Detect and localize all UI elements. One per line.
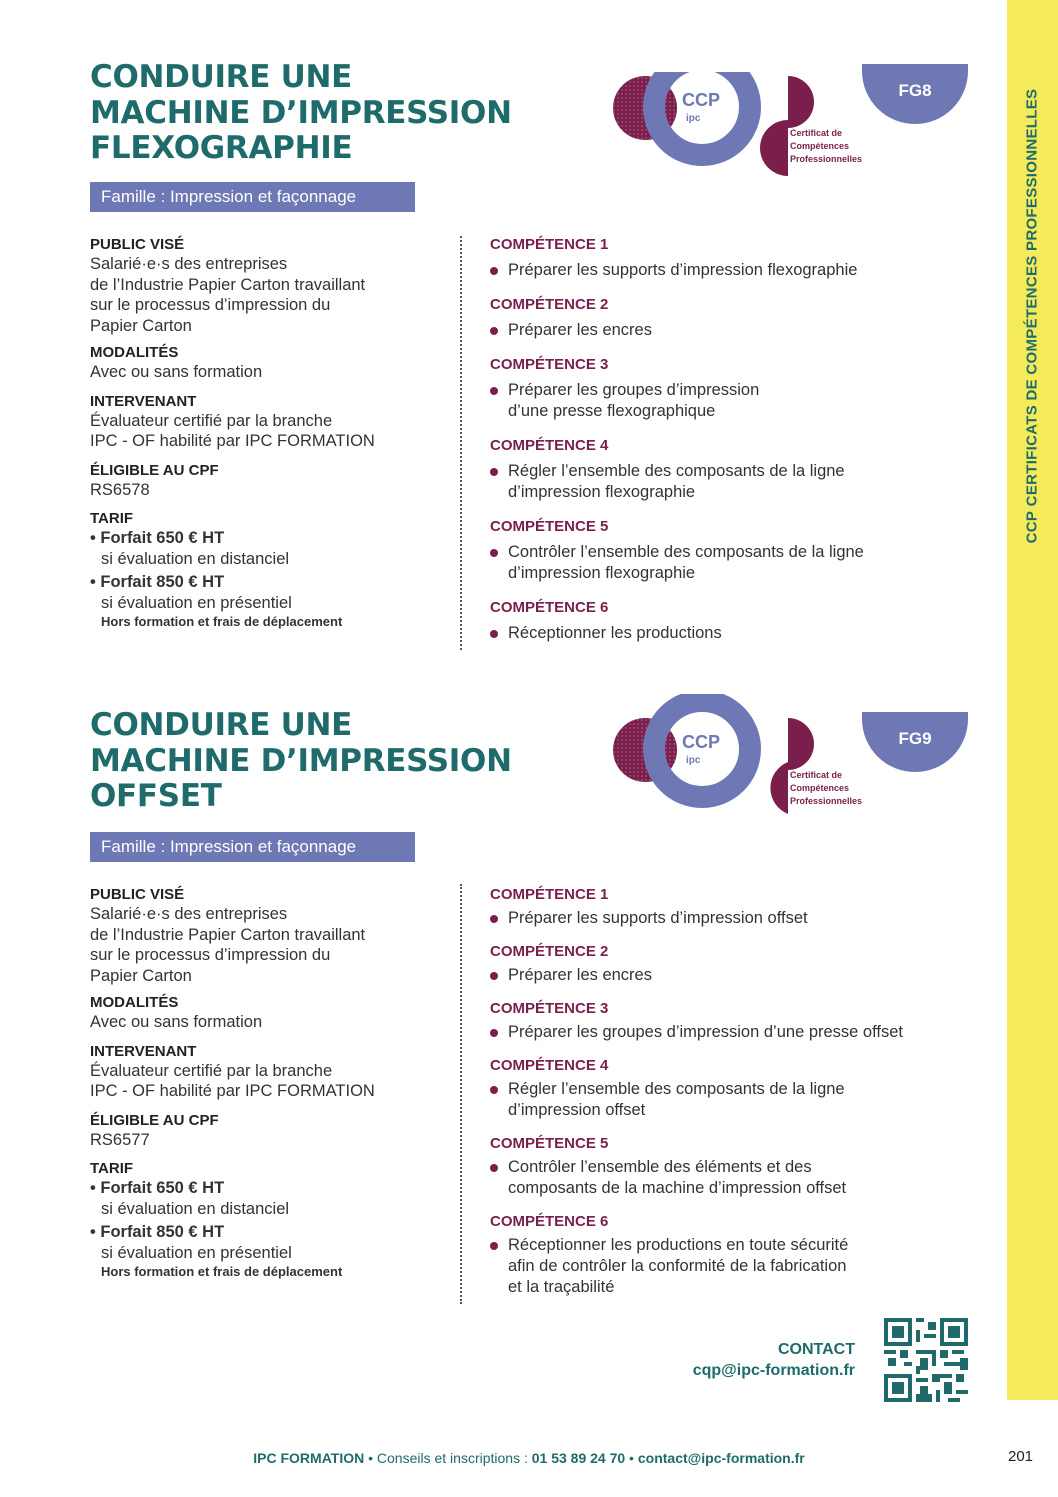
svg-text:Professionnelles: Professionnelles	[790, 154, 863, 164]
intervenant-label: INTERVENANT	[90, 1042, 197, 1060]
competence-item: Préparer les groupes d’impression d’une presse flexographique	[490, 380, 980, 422]
cpf-label: ÉLIGIBLE AU CPF	[90, 1111, 219, 1129]
info-column	[90, 236, 450, 629]
famille-badge: Famille : Impression et façonnage	[90, 182, 415, 212]
competence-item: Contrôler l’ensemble des éléments et des composants de la machine d’impression offset	[490, 1157, 980, 1199]
cpf-label: ÉLIGIBLE AU CPF	[90, 461, 219, 479]
famille-badge: Famille : Impression et façonnage	[90, 832, 415, 862]
competence-label: COMPÉTENCE 2	[490, 296, 609, 313]
tarif-2: • Forfait 850 € HT	[90, 573, 225, 591]
competence-item: Préparer les encres	[490, 320, 980, 341]
info-column	[90, 886, 450, 1279]
tarif-1: • Forfait 650 € HT	[90, 1179, 225, 1197]
competences-column	[490, 236, 980, 644]
column-divider	[460, 236, 462, 650]
competence-label: COMPÉTENCE 1	[490, 236, 609, 253]
public-line: sur le processus d’impression du	[90, 946, 331, 964]
public-line: Papier Carton	[90, 316, 192, 335]
competence-label: COMPÉTENCE 6	[490, 599, 609, 616]
ccp-logo	[612, 694, 872, 814]
public-line: Papier Carton	[90, 966, 192, 985]
svg-text:ipc: ipc	[686, 113, 701, 124]
svg-text:Compétences: Compétences	[790, 783, 850, 793]
competence-label: COMPÉTENCE 5	[490, 518, 609, 535]
competence-item: Réceptionner les productions en toute sécurité afin de contrôler la conformité de la fabrication et la traçabilité	[490, 1235, 980, 1298]
intervenant-line: IPC - OF habilité par IPC FORMATION	[90, 432, 375, 450]
contact-email-link[interactable]: cqp@ipc-formation.fr	[692, 1362, 855, 1379]
intervenant-label: INTERVENANT	[90, 392, 197, 410]
competence-item: Préparer les groupes d’impression d’une presse offset	[490, 1022, 980, 1043]
modalites-label: MODALITÉS	[90, 994, 179, 1011]
column-divider	[460, 884, 462, 1304]
footer-text: • Conseils et inscriptions :	[364, 1450, 532, 1466]
ccp-logo	[612, 72, 872, 192]
competence-label: COMPÉTENCE 3	[490, 1000, 609, 1017]
public-label: PUBLIC VISÉ	[90, 236, 185, 253]
competence-label: COMPÉTENCE 6	[490, 1213, 609, 1230]
section-title: CONDUIRE UNE MACHINE D’IMPRESSION FLEXOGRAPHIE	[90, 59, 512, 166]
competence-label: COMPÉTENCE 3	[490, 356, 609, 373]
footer-email-link[interactable]: contact@ipc-formation.fr	[637, 1450, 805, 1466]
code-badge: FG8	[862, 64, 968, 124]
public-line: de l’Industrie Papier Carton travaillant	[90, 925, 366, 944]
competence-label: COMPÉTENCE 2	[490, 943, 609, 960]
competence-item: Préparer les encres	[490, 965, 980, 986]
intervenant-line: Évaluateur certifié par la branche	[90, 411, 333, 430]
tarif-label: TARIF	[90, 510, 134, 527]
public-line: Salarié·e·s des entreprises	[90, 905, 288, 923]
qr-code-icon[interactable]	[884, 1318, 968, 1402]
contact-label: CONTACT	[777, 1341, 855, 1358]
footer-phone[interactable]: 01 53 89 24 70	[531, 1450, 626, 1466]
intervenant-line: IPC - OF habilité par IPC FORMATION	[90, 1082, 375, 1100]
svg-text:ipc: ipc	[686, 755, 701, 766]
footer-separator: •	[625, 1450, 638, 1466]
intervenant-line: Évaluateur certifié par la branche	[90, 1061, 333, 1080]
tarif-1: • Forfait 650 € HT	[90, 529, 225, 547]
footer-brand: IPC FORMATION	[253, 1450, 365, 1466]
competence-item: Préparer les supports d’impression offset	[490, 908, 980, 929]
svg-text:CCP: CCP	[682, 732, 721, 752]
cpf-value: RS6577	[90, 1130, 150, 1149]
competence-item: Régler l’ensemble des composants de la ligne d’impression flexographie	[490, 461, 980, 503]
public-line: Salarié·e·s des entreprises	[90, 255, 288, 273]
tarif-1-sub: si évaluation en distanciel	[101, 1200, 290, 1218]
modalites-value: Avec ou sans formation	[90, 363, 263, 381]
tarif-note: Hors formation et frais de déplacement	[101, 1264, 343, 1279]
footer	[0, 1450, 1058, 1466]
competence-label: COMPÉTENCE 4	[490, 437, 609, 454]
modalites-value: Avec ou sans formation	[90, 1013, 263, 1031]
sidebar-label: CCP CERTIFICATS DE COMPÉTENCES PROFESSIONNELLES	[1023, 88, 1041, 544]
modalites-label: MODALITÉS	[90, 344, 179, 361]
competence-item: Réceptionner les productions	[490, 623, 980, 644]
public-label: PUBLIC VISÉ	[90, 886, 185, 903]
page-number: 201	[1008, 1448, 1034, 1465]
competence-label: COMPÉTENCE 4	[490, 1057, 609, 1074]
public-line: de l’Industrie Papier Carton travaillant	[90, 275, 366, 294]
competence-item: Contrôler l’ensemble des composants de la ligne d’impression flexographie	[490, 542, 980, 584]
section-title: CONDUIRE UNE MACHINE D’IMPRESSION OFFSET	[90, 707, 512, 814]
cpf-value: RS6578	[90, 480, 150, 499]
public-line: sur le processus d’impression du	[90, 296, 331, 314]
svg-text:Certificat de: Certificat de	[790, 770, 843, 780]
competence-label: COMPÉTENCE 5	[490, 1135, 609, 1152]
tarif-label: TARIF	[90, 1160, 134, 1177]
svg-text:Professionnelles: Professionnelles	[790, 796, 863, 806]
tarif-2-sub: si évaluation en présentiel	[101, 594, 292, 612]
competence-item: Préparer les supports d’impression flexographie	[490, 260, 980, 281]
tarif-note: Hors formation et frais de déplacement	[101, 614, 343, 629]
tarif-1-sub: si évaluation en distanciel	[101, 550, 290, 568]
svg-text:Compétences: Compétences	[790, 141, 850, 151]
competences-column	[490, 886, 980, 1298]
competence-label: COMPÉTENCE 1	[490, 886, 609, 903]
competence-item: Régler l’ensemble des composants de la ligne d’impression offset	[490, 1079, 980, 1121]
tarif-2-sub: si évaluation en présentiel	[101, 1244, 292, 1262]
tarif-2: • Forfait 850 € HT	[90, 1223, 225, 1241]
code-badge: FG9	[862, 712, 968, 772]
svg-text:CCP: CCP	[682, 90, 721, 110]
svg-text:Certificat de: Certificat de	[790, 128, 843, 138]
